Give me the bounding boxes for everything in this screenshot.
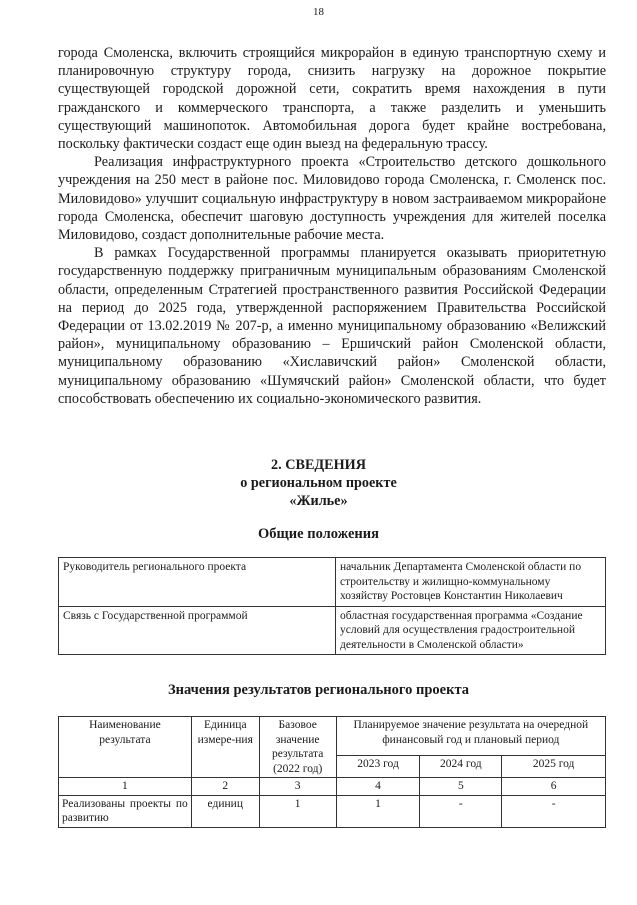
section-heading [0,456,637,510]
result-2025: - [502,795,606,827]
table-cell-value: начальник Департамента Смоленской области по строительству и жилищно-коммунальному хозяйству Ростовцев Константин Николаевич [336,558,606,607]
table-header-row [59,717,606,756]
header-planned: Планируемое значение результата на очередной финансовый год и плановый период [336,717,605,756]
paragraph: Реализация инфраструктурного проекта «Строительство детского дошкольного учреждения на 250 мест в районе пос. Миловидово города Смоленска, г. Смоленск пос. Миловидово» улучшит социальную инфраструктуру в новом застраиваемом микрорайоне города Смоленска, обеспечит шаговую доступность учреждения для жителей поселка Миловидово, создаст дополнительные рабочие места. [58,154,606,244]
column-number-row [59,778,606,796]
paragraph: города Смоленска, включить строящийся микрорайон в единую транспортную схему и планировочную структуру города, снизить нагрузку на дорожное покрытие существующей городской дорожной сети, сократить время нахождения в пути гражданского и коммерческого транспорта, а также разделить и уменьшить существующий машинопоток. Автомобильная дорога будет крайне востребована, поскольку фактически создаст еще один выезд на федеральную трассу. [58,45,606,153]
section-title: 2. СВЕДЕНИЯ [271,457,366,473]
results-heading: Значения результатов регионального проекта [167,682,470,698]
result-2024: - [420,795,502,827]
column-number: 3 [259,778,336,796]
header-base: Базовое значение результата (2022 год) [259,717,336,778]
paragraph: В рамках Государственной программы планируется оказывать приоритетную государственную поддержку приграничным муниципальным образованиям Смоленской области, определенным Стратегией пространственного развития Российской Федерации на период до 2025 года, утвержденной распоряжением Правительства Российской Федерации от 13.02.2019 № 207-р, а именно муниципальному образованию «Велижский район», муниципальному образованию – Ершичский район Смоленской области, муниципальному образованию «Хиславичский район» Смоленской области, муниципальному образованию «Шумячский район» Смоленской области, что будет способствовать обеспечению их социально-экономического развития. [58,245,606,407]
body-text [58,44,606,408]
header-name: Наименование результата [59,717,192,778]
table-cell-label: Связь с Государственной программой [59,606,336,655]
results-table [58,716,606,828]
table-row [59,795,606,827]
header-year: 2024 год [420,756,502,778]
general-provisions-table [58,557,606,655]
page-number: 18 [313,6,324,18]
result-2023: 1 [336,795,420,827]
result-unit: единиц [191,795,259,827]
column-number: 4 [336,778,420,796]
general-provisions-heading: Общие положения [258,526,379,542]
result-base: 1 [259,795,336,827]
table-row [59,606,606,655]
header-year: 2025 год [502,756,606,778]
column-number: 6 [502,778,606,796]
project-name: «Жилье» [289,493,348,509]
result-name: Реализованы проекты по развитию [59,795,192,827]
header-year: 2023 год [336,756,420,778]
section-subtitle: о региональном проекте [240,475,397,491]
header-unit: Единица измере-ния [191,717,259,778]
column-number: 2 [191,778,259,796]
table-cell-value: областная государственная программа «Создание условий для осуществления градостроительной деятельности в Смоленской области» [336,606,606,655]
column-number: 5 [420,778,502,796]
table-cell-label: Руководитель регионального проекта [59,558,336,607]
column-number: 1 [59,778,192,796]
table-row [59,558,606,607]
